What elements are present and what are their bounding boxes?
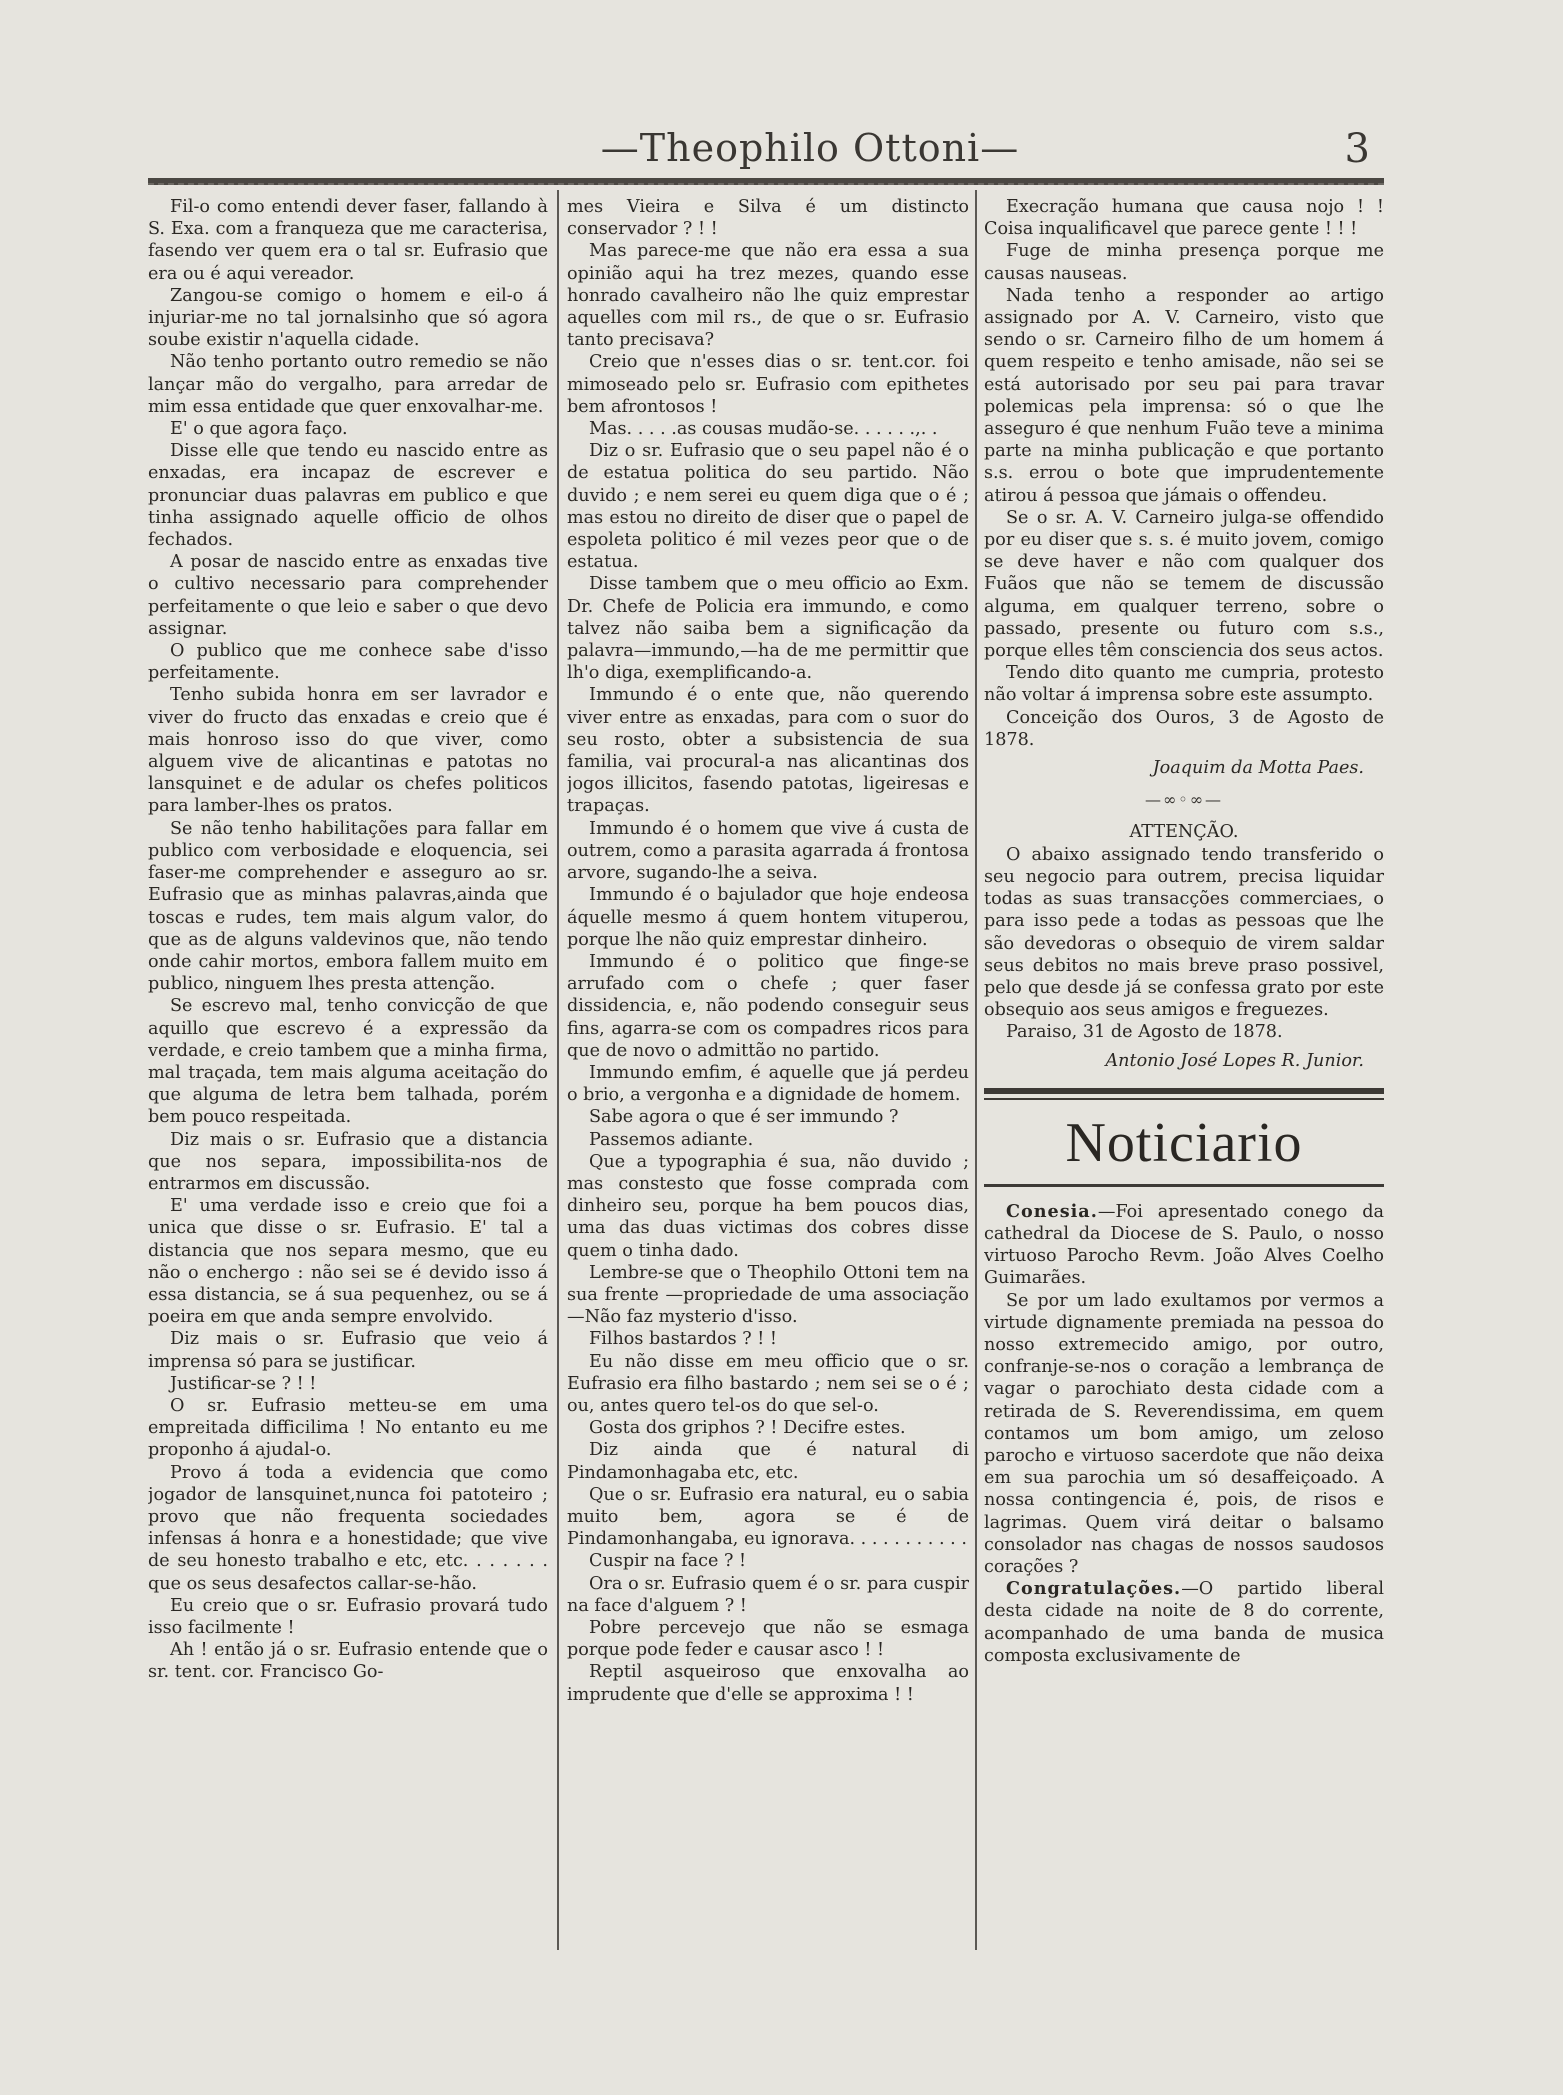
news-item xyxy=(984,1578,1384,1667)
paragraph: Fil-o como entendi dever faser, fallando à S. Exa. com a franqueza que me caracterisa, fasendo ver quem era o tal sr. Eufrasio que era ou é aqui vereador. xyxy=(148,197,548,284)
column-1 xyxy=(148,196,548,1956)
paragraph: Justificar-se ? ! ! xyxy=(170,1373,317,1394)
news-heading: Congratulações. xyxy=(1006,1578,1182,1600)
paragraph: Immundo emfim, é aquelle que já perdeu o brio, a vergonha e a dignidade de homem. xyxy=(567,1062,969,1106)
paragraph: Cuspir na face ? ! xyxy=(589,1551,747,1572)
paragraph: Zangou-se comigo o homem e eil-o á injuriar-me no tal jornalsinho que só agora soube existir n'aquella cidade. xyxy=(148,285,548,351)
signature: Antonio José Lopes R. Junior. xyxy=(1105,1050,1364,1071)
paragraph: Ora o sr. Eufrasio quem é o sr. para cuspir na face d'alguem ? ! xyxy=(567,1573,969,1616)
paragraph: Immundo é o ente que, não querendo viver entre as enxadas, para com o suor do seu rosto, obter a subsistencia de sua familia, vai procural-a nas alicantinas dos jogos illicitos, fasendo patotas, ligeiresas e trapaças. xyxy=(567,685,969,817)
paragraph: Creio que n'esses dias o sr. tent.cor. foi mimoseado pelo sr. Eufrasio com epithetes bem afrontosos ! xyxy=(567,352,969,417)
signature: Joaquim da Motta Paes. xyxy=(1152,758,1364,779)
paragraph: Disse tambem que o meu officio ao Exm. Dr. Chefe de Policia era immundo, e como talvez não saiba bem a significação da palavra—immundo,—ha de me permittir que lh'o diga, exemplificando-a. xyxy=(567,574,969,684)
column-divider xyxy=(975,190,977,1950)
paragraph: Diz ainda que é natural di Pindamonhagaba etc, etc. xyxy=(567,1440,969,1483)
paragraph: Pobre percevejo que não se esmaga porque pode feder e causar asco ! ! xyxy=(567,1618,969,1661)
paragraph: Diz o sr. Eufrasio que o seu papel não é o de estatua politica do seu partido. Não duvido ; e nem serei eu quem diga que o é ; mas estou no direito de diser que o papel de espoleta politico é mil vezes peor que o de estatua. xyxy=(567,441,969,573)
paragraph: Eu creio que o sr. Eufrasio provará tudo isso facilmente ! xyxy=(148,1595,548,1638)
notice-title: ATTENÇÃO. xyxy=(1129,822,1239,843)
page-number: 3 xyxy=(1344,126,1370,172)
paragraph: Se não tenho habilitações para fallar em publico com verbosidade e eloquencia, sei faser-me comprehender e asseguro ao sr. Eufrasio que as minhas palavras,ainda que toscas e rudes, tem mais algum valor, do que as de alguns valdevinos que, não tendo onde cahir mortos, embora fallem muito em publico, ninguem lhes presta attenção. xyxy=(148,818,548,995)
paragraph: Conceição dos Ouros, 3 de Agosto de 1878. xyxy=(984,707,1384,750)
masthead: —Theophilo Ottoni— xyxy=(600,126,1020,170)
paragraph: Filhos bastardos ? ! ! xyxy=(589,1329,777,1350)
paragraph: Immundo é o politico que finge-se arrufado com o chefe ; quer faser dissidencia, e, não podendo conseguir seus fins, agarra-se com os compadres ricos para que de novo o admittão no partido. xyxy=(567,951,969,1061)
paragraph: Tenho subida honra em ser lavrador e viver do fructo das enxadas e creio que é mais honroso isso do que viver, como alguem vive de alicantinas e patotas no lansquinet e de adular os chefes politicos para lamber-lhes os pratos. xyxy=(148,685,548,817)
paragraph: Diz mais o sr. Eufrasio que veio á imprensa só para se justificar. xyxy=(148,1329,548,1372)
paragraph: Se o sr. A. V. Carneiro julga-se offendido por eu diser que s. s. é muito jovem, comigo se deve haver e não com qualquer dos Fuãos que não se temem de discussão alguma, em qualquer terreno, sobre o passado, presente ou futuro com s.s., porque elles têm consciencia dos seus actos. xyxy=(984,507,1384,662)
paragraph: Não tenho portanto outro remedio se não lançar mão do vergalho, para arredar de mim essa entidade que quer enxovalhar-me. xyxy=(148,352,548,417)
paragraph: Que o sr. Eufrasio era natural, eu o sabia muito bem, agora se é de Pindamonhangaba, eu ignorava. . . . . . . . . . . xyxy=(567,1484,969,1550)
section-rule xyxy=(984,1184,1384,1187)
paragraph: A posar de nascido entre as enxadas tive o cultivo necessario para comprehender perfeitamente o que leio e saber o que devo assignar. xyxy=(148,552,548,639)
paragraph: Eu não disse em meu officio que o sr. Eufrasio era filho bastardo ; nem sei se o é ; ou, antes quero tel-os do que sel-o. xyxy=(567,1351,969,1416)
paragraph: Ah ! então já o sr. Eufrasio entende que o sr. tent. cor. Francisco Go- xyxy=(148,1640,548,1683)
paragraph: O publico que me conhece sabe d'isso perfeitamente. xyxy=(148,641,548,684)
paragraph: Passemos adiante. xyxy=(589,1129,754,1150)
paragraph: E' uma verdade isso e creio que foi a unica que disse o sr. Eufrasio. E' tal a distancia que nos separa mesmo, que eu não o enchergo : não sei se é devido isso á essa distancia, se á sua pequenhez, ou se á poeira em que anda sempre envolvido. xyxy=(148,1196,548,1328)
paragraph: Nada tenho a responder ao artigo assignado por A. V. Carneiro, visto que sendo o sr. Carneiro filho de um homem á quem respeito e tenho amisade, não sei se está autorisado por seu pai para travar polemicas pela imprensa: só o que lhe asseguro é que nenhum Fuão teve a minima parte na minha publicação e que portanto s.s. errou o bote que imprudentemente atirou á pessoa que jámais o offendeu. xyxy=(984,285,1384,506)
section-rule xyxy=(984,1098,1384,1100)
column-2 xyxy=(567,196,969,1956)
news-heading: Conesia. xyxy=(1006,1200,1098,1222)
paragraph: Lembre-se que o Theophilo Ottoni tem na sua frente —propriedade de uma associação—Não faz mysterio d'isso. xyxy=(567,1262,969,1328)
section-title: Noticiario xyxy=(1065,1111,1303,1174)
paragraph: Reptil asqueiroso que enxovalha ao imprudente que d'elle se approxima ! ! xyxy=(567,1662,969,1705)
page-header xyxy=(150,126,1380,176)
column-divider xyxy=(557,190,559,1950)
paragraph: Disse elle que tendo eu nascido entre as enxadas, era incapaz de escrever e pronunciar duas palavras em publico e que tinha assignado aquelle officio de olhos fechados. xyxy=(148,441,548,551)
paragraph: Sabe agora o que é ser immundo ? xyxy=(589,1107,899,1128)
notice-text: O abaixo assignado tendo transferido o seu negocio para outrem, precisa liquidar todas as suas transacções commerciaes, o para isso pede a todas as pessoas que lhe são devedoras o obsequio de virem saldar seus debitos no mais breve praso possivel, pelo que desde já se confessa grato por este obsequio aos seus amigos e freguezes. xyxy=(984,844,1384,1021)
paragraph: mes Vieira e Silva é um distincto conservador ? ! ! xyxy=(567,197,969,240)
paragraph: Mas parece-me que não era essa a sua opinião aqui ha trez mezes, quando esse honrado cavalheiro não lhe quiz emprestar aquelles com mil rs., de que o sr. Eufrasio tanto precisava? xyxy=(567,241,969,351)
paragraph: Immundo é o bajulador que hoje endeosa áquelle mesmo á quem hontem vituperou, porque lhe não quiz emprestar dinheiro. xyxy=(567,885,969,950)
paragraph: Provo á toda a evidencia que como jogador de lansquinet,nunca foi patoteiro ; provo que não frequenta sociedades infensas á honra e a honestidade; que vive de seu honesto trabalho e etc, etc. . . . . . . que os seus desafectos callar-se-hão. xyxy=(148,1462,548,1594)
ornament-divider: —∞◦∞— xyxy=(1144,790,1224,810)
paragraph: Gosta dos griphos ? ! Decifre estes. xyxy=(589,1418,906,1439)
news-text: Se por um lado exultamos por vermos a virtude dignamente premiada na pessoa do nosso extremecido amigo, por outro, confranje-se-nos o coração a lembrança de vagar o parochiato desta cidade com a retirada de S. Reverendissima, em quem contamos um bom amigo, um zeloso parocho e virtuoso sacerdote que não deixa em sua parochia um só desaffeiçoado. A nossa contingencia é, pois, de risos e lagrimas. Quem virá deitar o balsamo consolador nas chagas de nossos saudosos corações ? xyxy=(984,1290,1384,1577)
notice-date: Paraiso, 31 de Agosto de 1878. xyxy=(1006,1022,1283,1043)
paragraph: Diz mais o sr. Eufrasio que a distancia que nos separa, impossibilita-nos de entrarmos em discussão. xyxy=(148,1129,548,1194)
news-text: —Foi apresentado conego da cathedral da Diocese de S. Paulo, o nosso virtuoso Parocho Revm. João Alves Coelho Guimarães. xyxy=(984,1201,1384,1289)
paragraph: Fuge de minha presença porque me causas nauseas. xyxy=(984,241,1384,284)
header-rule xyxy=(148,178,1384,185)
column-3 xyxy=(984,196,1384,1956)
paragraph: Que a typographia é sua, não duvido ; mas constesto que fosse comprada com dinheiro seu, porque ha bem poucos dias, uma das duas victimas dos cobres disse quem o tinha dado. xyxy=(567,1151,969,1261)
paragraph: O sr. Eufrasio metteu-se em uma empreitada difficilima ! No entanto eu me proponho á ajudal-o. xyxy=(148,1395,548,1461)
paragraph: Execração humana que causa nojo ! ! Coisa inqualificavel que parece gente ! ! ! xyxy=(984,197,1384,240)
paragraph: E' o que agora faço. xyxy=(170,419,348,440)
paragraph: Immundo é o homem que vive á custa de outrem, como a parasita agarrada á frontosa arvore, sugando-lhe a seiva. xyxy=(567,818,969,884)
news-text: —O partido liberal desta cidade na noite de 8 do corrente, acompanhado de uma banda de musica composta exclusivamente de xyxy=(984,1579,1384,1666)
section-rule xyxy=(984,1088,1384,1094)
news-item xyxy=(984,1201,1384,1290)
paragraph: Mas. . . . .as cousas mudão-se. . . . . .,. . xyxy=(589,419,938,440)
paragraph: Se escrevo mal, tenho convicção de que aquillo que escrevo é a expressão da verdade, e creio tambem que a minha firma, mal traçada, tem mais alguma aceitação do que alguma de letra bem talhada, porém bem pouco respeitada. xyxy=(148,996,548,1128)
paragraph: Tendo dito quanto me cumpria, protesto não voltar á imprensa sobre este assumpto. xyxy=(984,663,1384,706)
